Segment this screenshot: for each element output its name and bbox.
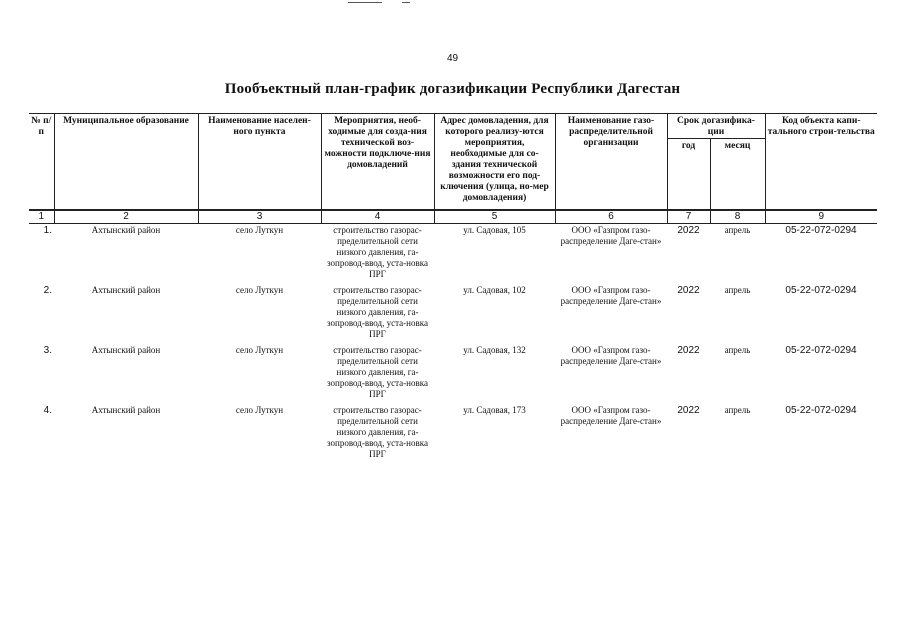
row-settlement: село Луткун [235,405,284,415]
table-row [29,284,877,344]
row-municipality: Ахтынский район [91,225,161,235]
header-month: месяц [710,139,765,211]
row-measures: строительство газорас-пределительной сети низкого давления, га-зопровод-ввод, уста-новка ПРГ [327,285,428,339]
row-year: 2022 [677,285,700,296]
row-num: 1. [43,225,52,236]
row-org: ООО «Газпром газо-распределение Даге-стан» [560,225,662,246]
column-number: 5 [434,210,555,224]
row-code: 05-22-072-0294 [785,345,857,356]
gasification-schedule-table [29,113,877,464]
header-settlement: Наименование населен-ного пункта [198,114,321,211]
header-measures: Мероприятия, необ-ходимые для созда-ния технической воз-можности подключе-ния домовладений [321,114,434,211]
column-number: 6 [555,210,667,224]
header-year: год [667,139,710,211]
row-year: 2022 [677,405,700,416]
row-month: апрель [724,285,751,295]
row-num: 4. [43,405,52,416]
row-address: ул. Садовая, 105 [463,225,526,235]
row-measures: строительство газорас-пределительной сети низкого давления, га-зопровод-ввод, уста-новка ПРГ [327,225,428,279]
column-number: 4 [321,210,434,224]
table-header-row [29,114,877,139]
table-row [29,344,877,404]
row-month: апрель [724,225,751,235]
row-address: ул. Садовая, 132 [463,345,526,355]
header-org: Наименование газо-распределительной организации [555,114,667,211]
row-settlement: село Луткун [235,345,284,355]
row-settlement: село Луткун [235,285,284,295]
column-number: 2 [54,210,198,224]
row-municipality: Ахтынский район [91,405,161,415]
page-number: 49 [446,53,459,64]
row-measures: строительство газорас-пределительной сети низкого давления, га-зопровод-ввод, уста-новка ПРГ [327,345,428,399]
scan-artifact-top-short [402,2,410,3]
row-month: апрель [724,405,751,415]
row-measures: строительство газорас-пределительной сети низкого давления, га-зопровод-ввод, уста-новка ПРГ [327,405,428,459]
row-address: ул. Садовая, 102 [463,285,526,295]
row-municipality: Ахтынский район [91,285,161,295]
row-num: 3. [43,345,52,356]
row-settlement: село Луткун [235,225,284,235]
header-municipality: Муниципальное образование [54,114,198,211]
row-code: 05-22-072-0294 [785,225,857,236]
header-address: Адрес домовладения, для которого реализу-ются мероприятия, необходимые для со-здания технической возможности его под-ключения (улица, но-мер домовладения) [434,114,555,211]
header-num: № п/п [29,114,54,211]
header-code: Код объекта капи-тального строи-тельства [765,114,877,211]
column-number: 9 [765,210,877,224]
row-code: 05-22-072-0294 [785,285,857,296]
column-numbers-row [29,210,877,224]
column-number: 1 [29,210,54,224]
row-code: 05-22-072-0294 [785,405,857,416]
header-deadline: Срок догазифика-ции [667,114,765,139]
row-num: 2. [43,285,52,296]
column-number: 3 [198,210,321,224]
row-municipality: Ахтынский район [91,345,161,355]
column-number: 8 [710,210,765,224]
row-year: 2022 [677,345,700,356]
row-year: 2022 [677,225,700,236]
row-org: ООО «Газпром газо-распределение Даге-стан» [560,285,662,306]
table-row [29,224,877,285]
row-address: ул. Садовая, 173 [463,405,526,415]
row-org: ООО «Газпром газо-распределение Даге-стан» [560,345,662,366]
row-org: ООО «Газпром газо-распределение Даге-стан» [560,405,662,426]
scan-artifact-top [348,2,382,3]
table-row [29,404,877,464]
page-title: Пообъектный план-график догазификации Республики Дагестан [224,81,681,97]
column-number: 7 [667,210,710,224]
row-month: апрель [724,345,751,355]
